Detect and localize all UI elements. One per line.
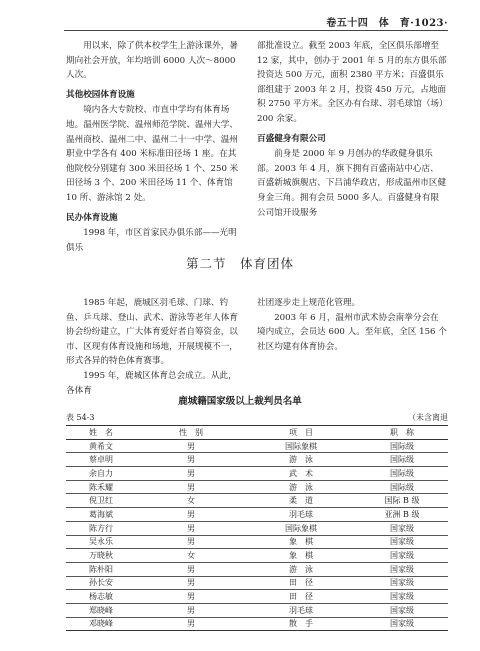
cell-rank: 国家级 <box>356 521 448 535</box>
cell-rank: 国际级 <box>356 439 448 453</box>
table-note: （未含离退 <box>408 413 448 422</box>
cell-name: 万晓秋 <box>66 549 136 563</box>
cell-rank: 国家级 <box>356 603 448 617</box>
cell-rank: 国家级 <box>356 617 448 631</box>
header-rule <box>64 30 448 31</box>
table-row <box>66 494 448 508</box>
table-row <box>66 576 448 590</box>
cell-name: 陈方行 <box>66 521 136 535</box>
cell-gender: 男 <box>136 508 246 522</box>
subheading: 民办体育设施 <box>66 212 118 223</box>
cell-sport: 游 泳 <box>246 453 356 467</box>
table-row <box>66 590 448 604</box>
paragraph: 社团逐步走上规范化管理。 <box>257 298 361 308</box>
cell-gender: 男 <box>136 467 246 481</box>
paragraph: 用以来，除了供本校学生上游泳课外，暑期向社会开放，年均培训 6000 人次～8000 人次。 <box>66 41 238 81</box>
section-title: 第二节 体育团体 <box>185 256 294 271</box>
cell-sport: 游 泳 <box>246 480 356 494</box>
table-number: 表 54-3 <box>66 413 95 422</box>
table-row <box>66 508 448 522</box>
cell-gender: 女 <box>136 494 246 508</box>
cell-rank: 国家级 <box>356 562 448 576</box>
cell-sport: 羽毛球 <box>246 508 356 522</box>
lower-right-column <box>257 296 447 354</box>
cell-gender: 男 <box>136 535 246 549</box>
table-row <box>66 549 448 563</box>
cell-sport: 羽毛球 <box>246 603 356 617</box>
paragraph: 境内各大专院校、市直中学均有体育场地。温州医学院、温州师范学院、温州大学、温州商校、温州二中、温州二十一中学、温州职业中学各有 400 米标准田径场 1 座。在其他院校分别建有 300 米田径场 1 个、250 米田径场 3 个、200 米田径场 11 个、体育馆 10 所、游泳馆 2 处。 <box>66 105 239 203</box>
paragraph: 部批准设立。截至 2003 年底，全区俱乐部增至 12 家，其中，创办于 2001 年 5 月的东方俱乐部投资达 500 万元，面积 2380 平方米；百盛俱乐部组建于 2003 年 2 月，投资 450 万元，占地面积 2750 平方米。全区办有台球、羽毛球馆（场）200 余家。 <box>257 41 447 124</box>
cell-gender: 男 <box>136 453 246 467</box>
cell-gender: 男 <box>136 603 246 617</box>
cell-rank: 亚洲 B 级 <box>356 508 448 522</box>
cell-sport: 田 径 <box>246 590 356 604</box>
paragraph: 2003 年 6 月，温州市武术协会南拳分会在境内成立，会员达 600 人。至年底，全区 156 个社区均建有体育协会。 <box>257 312 447 352</box>
cell-gender: 女 <box>136 549 246 563</box>
cell-gender: 男 <box>136 617 246 631</box>
cell-rank: 国家级 <box>356 590 448 604</box>
table-row <box>66 453 448 467</box>
cell-sport: 国际象棋 <box>246 521 356 535</box>
header-rank: 职 称 <box>356 426 448 440</box>
table-row <box>66 535 448 549</box>
cell-name: 陈朴阳 <box>66 562 136 576</box>
cell-name: 邓晓峰 <box>66 617 136 631</box>
table-row <box>66 480 448 494</box>
paragraph: 1998 年，市区首家民办俱乐部——光明俱乐 <box>66 228 237 253</box>
cell-sport: 散 手 <box>246 617 356 631</box>
subheading: 其他校园体育设施 <box>66 89 135 100</box>
lower-left-column <box>66 296 244 398</box>
cell-rank: 国家级 <box>356 535 448 549</box>
cell-name: 吴永乐 <box>66 535 136 549</box>
cell-rank: 国家级 <box>356 549 448 563</box>
header-sport: 项 目 <box>246 426 356 440</box>
cell-name: 余自力 <box>66 467 136 481</box>
cell-name: 倪卫红 <box>66 494 136 508</box>
cell-sport: 象 棋 <box>246 549 356 563</box>
cell-rank: 国际 B 级 <box>356 494 448 508</box>
cell-gender: 男 <box>136 521 246 535</box>
table-row <box>66 617 448 631</box>
cell-name: 葛海斌 <box>66 508 136 522</box>
cell-sport: 象 棋 <box>246 535 356 549</box>
paragraph: 前身是 2000 年 9 月创办的华政健身俱乐部。2003 年 4 月，旗下拥有百盛南站中心店、百盛新城旗舰店、下吕浦华政店，形成温州市区健身金三角。拥有会员 5000 多人。百盛健身有限公司馆开设服务 <box>257 149 447 218</box>
running-header: 卷五十四 体 育·1023· <box>326 18 448 29</box>
cell-sport: 田 径 <box>246 576 356 590</box>
referee-table <box>66 425 448 631</box>
table-row <box>66 603 448 617</box>
cell-name: 蔡卓明 <box>66 453 136 467</box>
cell-rank: 国际级 <box>356 467 448 481</box>
header-gender: 性 别 <box>136 426 246 440</box>
paragraph: 1985 年起，鹿城区羽毛球、门球、钓鱼、乒乓球、登山、武术、游泳等老年人体育协会纷纷建立，广大体育爱好者自筹资金，以市、区现有体育设施和场地，开展规模不一，形式各异的特色体育赛事。 <box>66 298 238 367</box>
cell-rank: 国家级 <box>356 576 448 590</box>
cell-gender: 男 <box>136 439 246 453</box>
table-title: 鹿城籍国家级以上裁判员名单 <box>178 396 302 407</box>
cell-sport: 游 泳 <box>246 562 356 576</box>
table-header-row <box>66 426 448 440</box>
header-name: 姓 名 <box>66 426 136 440</box>
table-row <box>66 521 448 535</box>
cell-name: 杨志敏 <box>66 590 136 604</box>
cell-gender: 男 <box>136 590 246 604</box>
cell-name: 黄希文 <box>66 439 136 453</box>
cell-gender: 男 <box>136 480 246 494</box>
table-row <box>66 439 448 453</box>
table-row <box>66 562 448 576</box>
cell-name: 陈禾耀 <box>66 480 136 494</box>
cell-rank: 国际级 <box>356 453 448 467</box>
cell-sport: 国际象棋 <box>246 439 356 453</box>
cell-gender: 男 <box>136 576 246 590</box>
subheading: 百盛健身有限公司 <box>257 133 326 144</box>
cell-sport: 柔 道 <box>246 494 356 508</box>
cell-name: 孙长安 <box>66 576 136 590</box>
left-column <box>66 39 244 255</box>
paragraph: 1995 年，鹿城区体育总会成立。从此，各体育 <box>66 370 237 396</box>
right-column <box>257 39 447 220</box>
cell-rank: 国际级 <box>356 480 448 494</box>
cell-name: 郑晓峰 <box>66 603 136 617</box>
cell-gender: 男 <box>136 562 246 576</box>
cell-sport: 武 术 <box>246 467 356 481</box>
table-row <box>66 467 448 481</box>
